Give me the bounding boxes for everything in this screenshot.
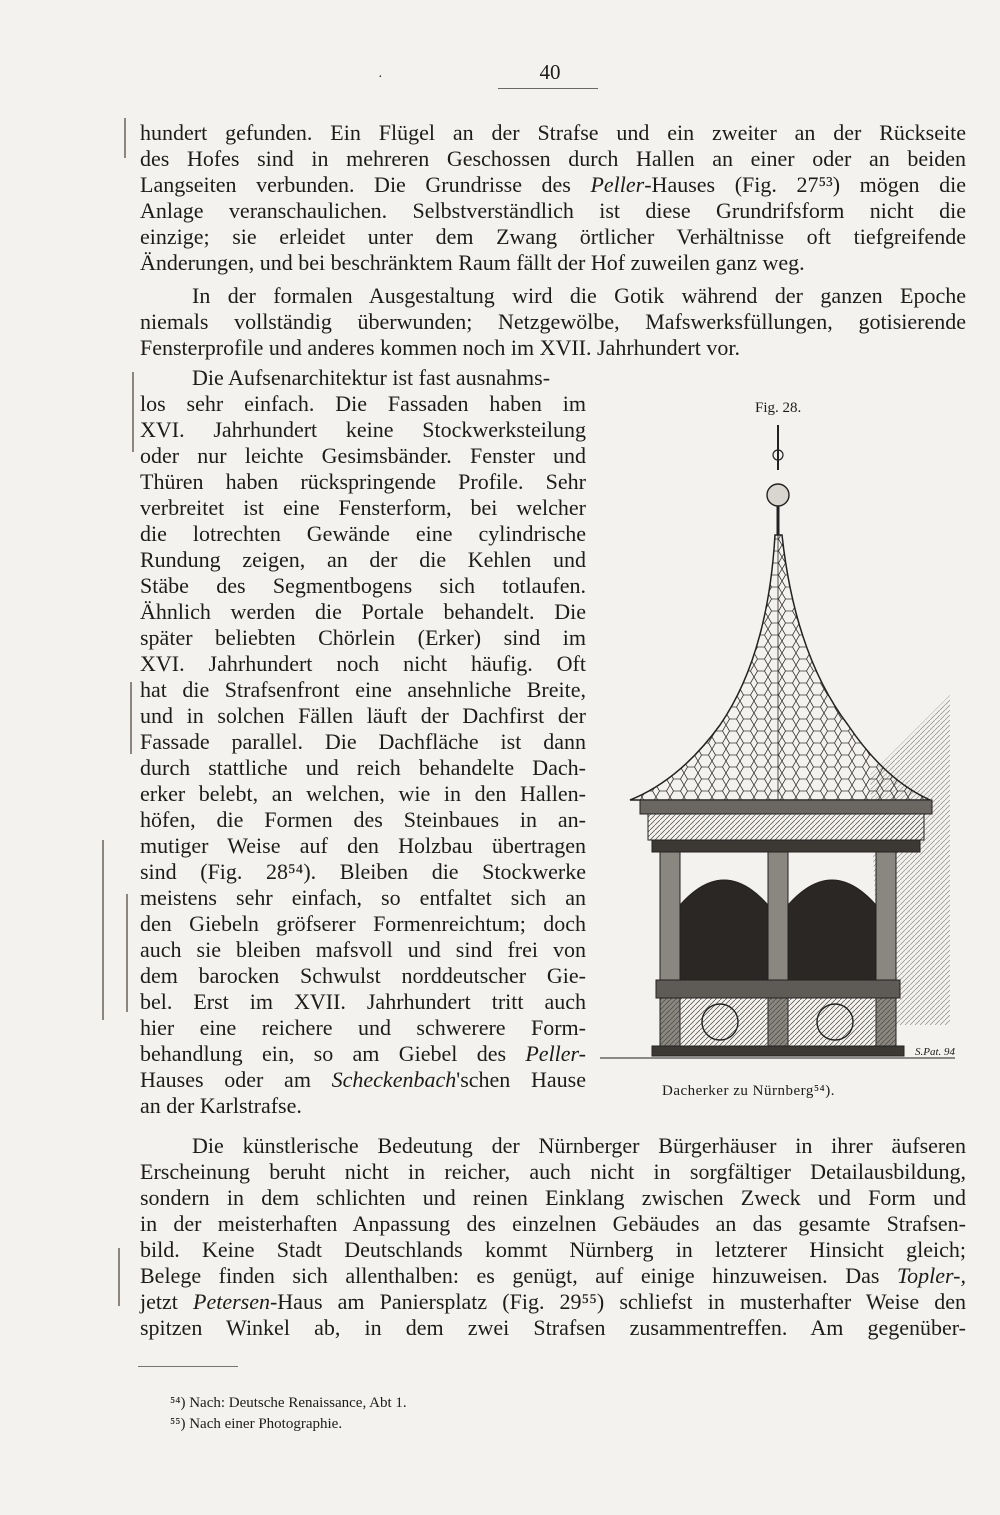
text-line: dem barocken Schwulst norddeutscher Gie- <box>140 963 586 988</box>
text-line: des Hofes sind in mehreren Geschossen durch Hallen an einer oder an beiden <box>140 146 966 171</box>
text-line: Anlage veranschaulichen. Selbstverständlich ist diese Grundrifsform nicht die <box>140 198 966 223</box>
text-line: erker belebt, an welchen, wie in den Hallen- <box>140 781 586 806</box>
footnote-rule <box>138 1366 238 1367</box>
figure-caption: Dacherker zu Nürnberg⁵⁴). <box>662 1083 836 1099</box>
text-line: hier eine reichere und schwerere Form- <box>140 1015 586 1040</box>
text-line: Hauses oder am Scheckenbach'schen Hause <box>140 1067 586 1092</box>
margin-mark <box>132 372 134 452</box>
text-line: Fensterprofile und anderes kommen noch im XVII. Jahrhundert vor. <box>140 335 740 360</box>
text-line: jetzt Petersen-Haus am Paniersplatz (Fig. 29⁵⁵) schliefst in musterhafter Weise den <box>140 1289 966 1314</box>
text-line: niemals vollständig überwunden; Netzgewölbe, Mafswerksfüllungen, gotisierende <box>140 309 966 334</box>
text-line: den Giebeln gröfserer Formenreichtum; doch <box>140 911 586 936</box>
text-line: hundert gefunden. Ein Flügel an der Strafse und ein zweiter an der Rückseite <box>140 120 966 145</box>
text-line: einzige; sie erleidet unter dem Zwang örtlicher Verhältnisse oft tiefgreifende <box>140 224 966 249</box>
text-line: die lotrechten Gewände eine cylindrische <box>140 521 586 546</box>
margin-mark <box>124 118 126 158</box>
text-line: Die Aufsenarchitektur ist fast ausnahms- <box>192 365 551 390</box>
dacherker-illustration <box>600 395 965 1110</box>
text-line: Ähnlich werden die Portale behandelt. Die <box>140 599 586 624</box>
illustrator-signature: S.Pat. 94 <box>915 1046 956 1058</box>
text-line: auch sie bleiben mafsvoll und sind frei von <box>140 937 586 962</box>
margin-mark <box>126 894 128 1012</box>
page-number-rule <box>498 88 598 89</box>
text-line: Belege finden sich allenthalben: es genügt, auf einige hinzuweisen. Das Topler-, <box>140 1263 967 1288</box>
text-line: XVI. Jahrhundert keine Stockwerksteilung <box>140 417 586 442</box>
text-line: Die künstlerische Bedeutung der Nürnberger Bürgerhäuser in ihrer äufseren <box>192 1133 966 1158</box>
text-line: Langseiten verbunden. Die Grundrisse des Peller-Hauses (Fig. 27⁵³) mögen die <box>140 172 966 197</box>
text-line: höfen, die Formen des Steinbaues in an- <box>140 807 586 832</box>
text-line: oder nur leichte Gesimsbänder. Fenster und <box>140 443 586 468</box>
text-line: Rundung zeigen, an der die Kehlen und <box>140 547 586 572</box>
text-line: später beliebten Chörlein (Erker) sind im <box>140 625 586 650</box>
text-line: durch stattliche und reich behandelte Dach- <box>140 755 586 780</box>
text-line: an der Karlstrafse. <box>140 1093 302 1118</box>
text-line: und in solchen Fällen läuft der Dachfirst der <box>140 703 586 728</box>
text-line: Erscheinung beruht nicht in reicher, auch nicht in sorgfältiger Detailausbildung, <box>140 1159 966 1184</box>
text-line: meistens sehr einfach, so entfaltet sich an <box>140 885 586 910</box>
text-line: mutiger Weise auf den Holzbau übertragen <box>140 833 586 858</box>
text-line: Fassade parallel. Die Dachfläche ist dann <box>140 729 586 754</box>
text-line: hat die Strafsenfront eine ansehnliche Breite, <box>140 677 586 702</box>
margin-mark <box>130 682 132 754</box>
margin-mark <box>118 1248 120 1306</box>
text-line: bild. Keine Stadt Deutschlands kommt Nürnberg in letzterer Hinsicht gleich; <box>140 1237 966 1262</box>
footnote-54: ⁵⁴) Nach: Deutsche Renaissance, Abt 1. <box>170 1395 407 1411</box>
text-line: In der formalen Ausgestaltung wird die Gotik während der ganzen Epoche <box>192 283 966 308</box>
text-line: in der meisterhaften Anpassung des einzelnen Gebäudes an das gesamte Strafsen- <box>140 1211 966 1236</box>
text-line: verbreitet ist eine Fensterform, bei welcher <box>140 495 586 520</box>
text-line: bel. Erst im XVII. Jahrhundert tritt auch <box>140 989 586 1014</box>
text-line: sind (Fig. 28⁵⁴). Bleiben die Stockwerke <box>140 859 586 884</box>
text-line: Änderungen, und bei beschränktem Raum fällt der Hof zuweilen ganz weg. <box>140 250 805 275</box>
text-line: sondern in dem schlichten und reinen Einklang zwischen Zweck und Form und <box>140 1185 966 1210</box>
text-line: behandlung ein, so am Giebel des Peller- <box>140 1041 586 1066</box>
text-line: los sehr einfach. Die Fassaden haben im <box>140 391 586 416</box>
text-line: XVI. Jahrhundert noch nicht häufig. Oft <box>140 651 586 676</box>
margin-mark <box>102 840 104 1020</box>
page-number: 40 <box>539 60 561 84</box>
figure-label: Fig. 28. <box>755 400 802 416</box>
text-line: Thüren haben rückspringende Profile. Sehr <box>140 469 586 494</box>
text-line: spitzen Winkel ab, in dem zwei Strafsen zusammentreffen. Am gegenüber- <box>140 1315 966 1340</box>
text-line: Stäbe des Segmentbogens sich totlaufen. <box>140 573 586 598</box>
page-dot: · <box>378 70 383 85</box>
footnote-55: ⁵⁵) Nach einer Photographie. <box>170 1416 343 1432</box>
